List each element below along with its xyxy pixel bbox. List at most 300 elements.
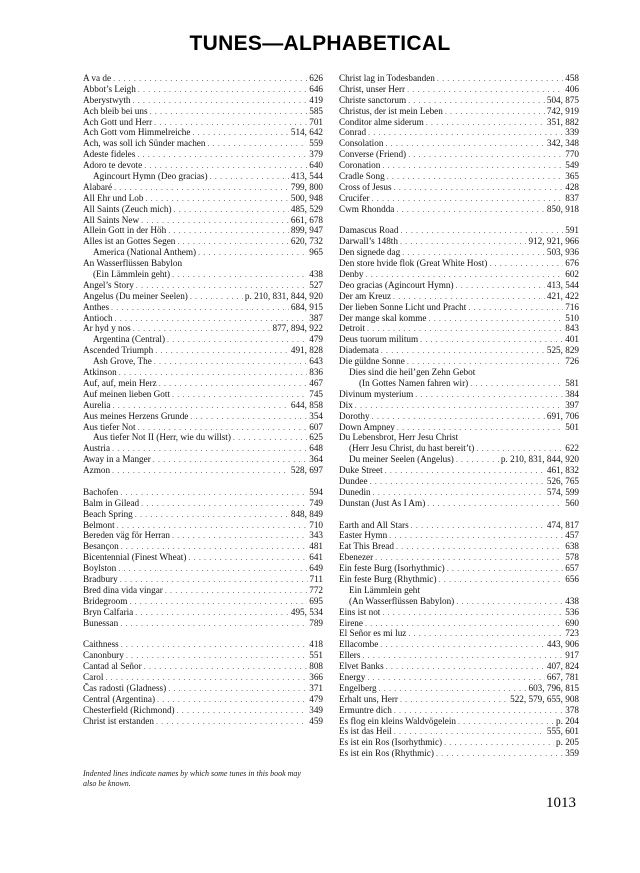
index-entry	[339, 127, 579, 138]
hymn-numbers: 457	[565, 530, 579, 541]
section-gap	[83, 476, 323, 487]
tune-name: Agincourt Hymn (Deo gracias)	[93, 171, 208, 182]
dot-leader	[429, 313, 564, 324]
tune-name: Aus meines Herzens Grunde	[83, 410, 189, 421]
index-entry	[339, 73, 579, 84]
hymn-numbers: 585	[309, 105, 323, 116]
index-entry	[339, 520, 579, 531]
index-entry	[339, 138, 579, 149]
dot-leader	[386, 661, 545, 672]
tune-name: Ach, was soll ich Sünder machen	[83, 138, 206, 149]
dot-leader	[210, 171, 289, 182]
hymn-numbers: 528, 697	[290, 465, 323, 476]
dot-leader	[126, 650, 307, 661]
dot-leader	[382, 607, 563, 618]
index-entry	[83, 345, 323, 356]
hymn-numbers: 648	[309, 443, 323, 454]
index-entry	[339, 258, 579, 269]
tune-name: Es ist ein Ros (Isorhythmic)	[339, 737, 443, 748]
tune-name: Beach Spring	[83, 508, 133, 519]
index-entry	[339, 269, 579, 280]
tune-name: Du Lebensbrot, Herr Jesu Christ	[339, 432, 459, 443]
dot-leader	[400, 225, 563, 236]
dot-leader	[121, 541, 308, 552]
index-entry	[339, 661, 579, 672]
dot-leader	[172, 389, 307, 400]
index-entry	[83, 182, 323, 193]
hymn-numbers: 481	[309, 541, 323, 552]
index-entry	[83, 694, 323, 705]
tune-name: Down Ampney	[339, 421, 395, 432]
index-entry	[339, 411, 579, 422]
tune-name: Atkinson	[83, 367, 117, 378]
hymn-numbers: 772	[309, 584, 323, 595]
tune-name: Es ist ein Ros (Rhythmic)	[339, 748, 434, 759]
dot-leader	[167, 334, 307, 345]
index-entry	[83, 422, 323, 433]
dot-leader	[367, 672, 544, 683]
dot-leader	[133, 323, 271, 334]
dot-leader	[120, 618, 307, 629]
index-entry	[339, 193, 579, 204]
index-entry	[83, 400, 323, 411]
tune-name: Auf, auf, mein Herz	[83, 377, 157, 388]
tune-name: Denby	[339, 269, 364, 280]
hymn-numbers: 591	[565, 225, 579, 236]
tune-name: Damascus Road	[339, 225, 399, 236]
hymn-numbers: 723	[565, 628, 579, 639]
dot-leader	[476, 443, 563, 454]
dot-leader	[153, 454, 307, 465]
hymn-numbers: 491, 828	[290, 345, 323, 356]
index-entry	[339, 291, 579, 302]
index-entry	[83, 498, 323, 509]
tune-name: Ein Lämmlein geht	[349, 584, 420, 595]
index-entry	[339, 313, 579, 324]
hymn-numbers: 837	[565, 192, 579, 203]
hymn-numbers: 745	[309, 388, 323, 399]
dot-leader	[188, 552, 307, 563]
index-entry	[339, 160, 579, 171]
dot-leader	[172, 269, 307, 280]
tune-name: Der lieben Sonne Licht und Pracht	[339, 301, 467, 312]
hymn-numbers: 443, 906	[546, 639, 579, 650]
hymn-numbers: 406	[565, 83, 579, 94]
tune-name: Der am Kreuz	[339, 290, 392, 301]
section-gap	[339, 215, 579, 226]
hymn-numbers: 365	[565, 171, 579, 182]
hymn-numbers: 711	[309, 573, 323, 584]
dot-leader	[144, 160, 307, 171]
tune-name: Christe sanctorum	[339, 94, 407, 105]
tune-name: Detroit	[339, 323, 366, 334]
tune-name: Aurelia	[83, 399, 111, 410]
hymn-numbers: 413, 544	[546, 279, 579, 290]
tune-name: Diademata	[339, 345, 379, 356]
dot-leader	[382, 160, 563, 171]
tune-name: (In Gottes Namen fahren wir)	[359, 377, 469, 388]
dot-leader	[426, 117, 545, 128]
hymn-numbers: 594	[309, 486, 323, 497]
tune-name: An Wasserflüssen Babylon	[83, 258, 183, 269]
index-entry	[83, 171, 323, 182]
index-entry	[339, 323, 579, 334]
dot-leader	[385, 465, 545, 476]
dot-leader	[198, 247, 307, 258]
hymn-numbers: 458	[565, 73, 579, 83]
tune-name: Anthes	[83, 301, 110, 312]
dot-leader	[411, 520, 545, 531]
dot-leader	[402, 247, 545, 258]
tune-name: Bachofen	[83, 486, 119, 497]
hymn-numbers: 364	[309, 454, 323, 465]
dot-leader	[470, 378, 563, 389]
index-entry	[339, 432, 579, 443]
index-entry	[83, 705, 323, 716]
hymn-numbers: 749	[309, 497, 323, 508]
hymn-numbers: 438	[565, 595, 579, 606]
index-entry	[339, 607, 579, 618]
dot-leader	[447, 563, 563, 574]
hymn-numbers: 349	[309, 704, 323, 715]
dot-leader	[394, 726, 545, 737]
index-entry	[83, 138, 323, 149]
tune-name: Bereden väg för Herran	[83, 530, 170, 541]
dot-leader	[456, 280, 545, 291]
tune-name: Belmont	[83, 519, 115, 530]
tune-name: Es ist das Heil	[339, 726, 392, 737]
dot-leader	[168, 683, 307, 694]
dot-leader	[362, 650, 563, 661]
hymn-numbers: 808	[309, 661, 323, 672]
dot-leader	[468, 302, 563, 313]
index-entry	[339, 345, 579, 356]
hymn-numbers: 485, 529	[290, 203, 323, 214]
index-entry	[83, 443, 323, 454]
dot-leader	[373, 487, 545, 498]
index-entry	[83, 541, 323, 552]
dot-leader	[396, 541, 563, 552]
tune-name: Crucifer	[339, 192, 370, 203]
hymn-numbers: 501	[565, 421, 579, 432]
hymn-numbers: 644, 858	[290, 399, 323, 410]
hymn-numbers: p. 210, 831, 844, 920	[244, 290, 323, 301]
dot-leader	[394, 182, 564, 193]
tune-name: Bradbury	[83, 573, 118, 584]
tune-name: Easter Hymn	[339, 530, 388, 541]
hymn-numbers: 428	[565, 181, 579, 192]
tune-name: Argentina (Central)	[93, 334, 166, 345]
dot-leader	[408, 149, 563, 160]
dot-leader	[387, 171, 564, 182]
index-entry	[83, 389, 323, 400]
tune-name: Alles ist an Gottes Segen	[83, 236, 176, 247]
tune-name: Away in a Manger	[83, 454, 151, 465]
hymn-numbers: 339	[565, 127, 579, 138]
index-entry	[339, 302, 579, 313]
index-entry	[339, 618, 579, 629]
index-entry	[339, 552, 579, 563]
index-entry	[83, 313, 323, 324]
dot-leader	[190, 291, 243, 302]
hymn-numbers: 503, 936	[546, 247, 579, 258]
index-entry	[83, 215, 323, 226]
hymn-numbers: 603, 796, 815	[528, 682, 579, 693]
index-entry	[83, 291, 323, 302]
tune-name: Eins ist not	[339, 606, 381, 617]
tune-name: Die güldne Sonne	[339, 356, 405, 367]
dot-leader	[119, 367, 308, 378]
tune-name: Den signede dag	[339, 247, 401, 258]
index-entry	[83, 552, 323, 563]
tune-name: Dunstan (Just As I Am)	[339, 497, 426, 508]
index-entry	[83, 95, 323, 106]
tune-name: Elvet Banks	[339, 661, 384, 672]
hymn-numbers: 799, 800	[290, 181, 323, 192]
index-entry	[83, 193, 323, 204]
hymn-numbers: 418	[309, 639, 323, 650]
hymn-numbers: 387	[309, 312, 323, 323]
dot-leader	[400, 694, 508, 705]
index-entry	[339, 465, 579, 476]
index-entry	[83, 596, 323, 607]
tune-name: Bryn Calfaria	[83, 606, 134, 617]
hymn-numbers: 581	[565, 377, 579, 388]
dot-leader	[397, 422, 563, 433]
tune-name: Auf meinen lieben Gott	[83, 388, 171, 399]
index-entry	[339, 356, 579, 367]
dot-leader	[381, 345, 545, 356]
dot-leader	[407, 84, 563, 95]
dot-leader	[389, 530, 563, 541]
tune-name: Duke Street	[339, 465, 383, 476]
hymn-numbers: 701	[309, 116, 323, 127]
tune-name: Es flog ein kleins Waldvögelein	[339, 715, 456, 726]
hymn-numbers: 684, 915	[290, 301, 323, 312]
tune-name: Angelus (Du meiner Seelen)	[83, 290, 188, 301]
hymn-numbers: 366	[309, 671, 323, 682]
index-entry	[339, 585, 579, 596]
index-entry	[339, 726, 579, 737]
hymn-numbers: 526, 765	[546, 475, 579, 486]
dot-leader	[150, 106, 308, 117]
tune-name: All Saints (Zeuch mich)	[83, 203, 172, 214]
tune-name: Christ lag in Todesbanden	[339, 73, 435, 83]
dot-leader	[177, 705, 308, 716]
dot-leader	[157, 694, 307, 705]
index-entry	[339, 171, 579, 182]
dot-leader	[366, 269, 564, 280]
tune-name: (Herr Jesu Christ, du hast bereit’t)	[349, 443, 475, 454]
hymn-numbers: 461, 832	[546, 465, 579, 476]
tune-name: Energy	[339, 671, 366, 682]
index-entry	[83, 530, 323, 541]
tune-name: Deo gracias (Agincourt Hymn)	[339, 279, 454, 290]
dot-leader	[427, 498, 563, 509]
dot-leader	[113, 400, 289, 411]
hymn-numbers: 560	[565, 497, 579, 508]
tune-name: Aus tiefer Not II (Herr, wie du willst)	[93, 432, 231, 443]
dot-leader	[154, 117, 307, 128]
index-entry	[83, 106, 323, 117]
hymn-numbers: 401	[565, 334, 579, 345]
hymn-numbers: 525, 829	[546, 345, 579, 356]
dot-leader	[489, 258, 563, 269]
tune-name: A va de	[83, 73, 112, 83]
tune-name: Converse (Friend)	[339, 149, 407, 160]
tune-name: Dorothy	[339, 410, 370, 421]
dot-leader	[168, 225, 289, 236]
index-entry	[83, 716, 323, 727]
hymn-numbers: 843	[565, 323, 579, 334]
tune-name: Boylston	[83, 563, 117, 574]
hymn-numbers: 522, 579, 655, 908	[510, 693, 579, 704]
index-entry	[339, 225, 579, 236]
hymn-numbers: p. 205	[556, 737, 579, 748]
tune-name: Ellacombe	[339, 639, 379, 650]
dot-leader	[132, 95, 307, 106]
hymn-numbers: 495, 534	[290, 606, 323, 617]
index-entry	[83, 574, 323, 585]
index-entry	[339, 95, 579, 106]
tune-name: Earth and All Stars	[339, 519, 409, 530]
dot-leader	[105, 672, 307, 683]
hymn-numbers: 354	[309, 410, 323, 421]
tune-name: Adeste fideles	[83, 149, 136, 160]
dot-leader	[436, 748, 563, 759]
tune-name: Allein Gott in der Höh	[83, 225, 167, 236]
tune-name: Cradle Song	[339, 171, 385, 182]
hymn-numbers: 510	[565, 312, 579, 323]
dot-leader	[113, 73, 307, 84]
tune-name: Engelberg	[339, 682, 377, 693]
tune-name: Azmon	[83, 465, 111, 476]
dot-leader	[112, 443, 307, 454]
index-entry	[339, 530, 579, 541]
dot-leader	[372, 193, 564, 204]
hymn-numbers: 551	[309, 650, 323, 661]
dot-leader	[129, 596, 307, 607]
tune-name: Balm in Gilead	[83, 497, 140, 508]
tune-name: Ach Gott und Herr	[83, 116, 153, 127]
page-title: TUNES—ALPHABETICAL	[189, 32, 451, 55]
tune-name: Ermuntre dich	[339, 704, 392, 715]
tune-name: Conrad	[339, 127, 367, 138]
tune-name: Central (Argentina)	[83, 693, 156, 704]
index-entry	[83, 84, 323, 95]
tune-name: Dix	[339, 399, 353, 410]
tune-name: All Ehr und Lob	[83, 192, 144, 203]
hymn-numbers: 359	[565, 748, 579, 759]
index-entry	[83, 563, 323, 574]
page-number: 1013	[546, 795, 576, 811]
dot-leader	[145, 193, 288, 204]
hymn-numbers: 459	[309, 715, 323, 726]
right-index-column	[339, 73, 579, 759]
hymn-numbers: 622	[565, 443, 579, 454]
footnote: Indented lines indicate names by which some tunes in this book may also be known.	[83, 769, 301, 788]
hymn-numbers: 965	[309, 247, 323, 258]
hymn-numbers: 479	[309, 693, 323, 704]
dot-leader	[375, 552, 563, 563]
hymn-numbers: 710	[309, 519, 323, 530]
index-entry	[83, 378, 323, 389]
dot-leader	[141, 215, 289, 226]
index-entry	[339, 247, 579, 258]
index-entry	[339, 672, 579, 683]
dot-leader	[172, 530, 307, 541]
tune-name: Aus tiefer Not	[83, 421, 136, 432]
tune-name: Cross of Jesus	[339, 181, 392, 192]
tune-name: Chesterfield (Richmond)	[83, 704, 175, 715]
tune-name: Cantad al Señor	[83, 661, 142, 672]
index-entry	[83, 367, 323, 378]
index-entry	[339, 639, 579, 650]
dot-leader	[135, 607, 289, 618]
dot-leader	[190, 411, 307, 422]
dot-leader	[135, 509, 289, 520]
tune-name: Ar hyd y nos	[83, 323, 131, 334]
tune-name: Bridegroom	[83, 595, 128, 606]
dot-leader	[138, 422, 308, 433]
dot-leader	[444, 737, 554, 748]
tune-name: Canonbury	[83, 650, 124, 661]
dot-leader	[233, 432, 307, 443]
hymn-numbers: 667, 781	[546, 671, 579, 682]
hymn-numbers: 578	[565, 552, 579, 563]
hymn-numbers: p. 210, 831, 844, 920	[500, 454, 579, 465]
index-entry	[339, 389, 579, 400]
dot-leader	[372, 411, 545, 422]
tune-name: Consolation	[339, 138, 384, 149]
tune-name: Ach bleib bei uns	[83, 105, 148, 116]
dot-leader	[120, 574, 308, 585]
dot-leader	[174, 204, 289, 215]
dot-leader	[445, 106, 545, 117]
section-gap	[83, 628, 323, 639]
dot-leader	[456, 596, 563, 607]
dot-leader	[114, 182, 289, 193]
dot-leader	[117, 520, 308, 531]
index-entry	[83, 247, 323, 258]
hymn-numbers: 536	[565, 606, 579, 617]
index-entry	[83, 302, 323, 313]
index-entry	[83, 356, 323, 367]
dot-leader	[420, 334, 563, 345]
index-entry	[339, 84, 579, 95]
tune-name: Austria	[83, 443, 111, 454]
hymn-numbers: 726	[565, 356, 579, 367]
index-entry	[83, 204, 323, 215]
index-entry	[339, 334, 579, 345]
hymn-numbers: 479	[309, 334, 323, 345]
index-entry	[83, 618, 323, 629]
dot-leader	[137, 149, 307, 160]
index-entry	[83, 117, 323, 128]
hymn-numbers: 438	[309, 269, 323, 280]
hymn-numbers: 770	[565, 149, 579, 160]
index-entry	[83, 334, 323, 345]
tune-name: Cwm Rhondda	[339, 203, 395, 214]
index-entry	[339, 236, 579, 247]
dot-leader	[396, 204, 544, 215]
tune-name: Darwall’s 148th	[339, 236, 398, 247]
index-entry	[339, 106, 579, 117]
hymn-numbers: 646	[309, 83, 323, 94]
dot-leader	[159, 378, 307, 389]
dot-leader	[155, 345, 289, 356]
dot-leader	[368, 127, 563, 138]
